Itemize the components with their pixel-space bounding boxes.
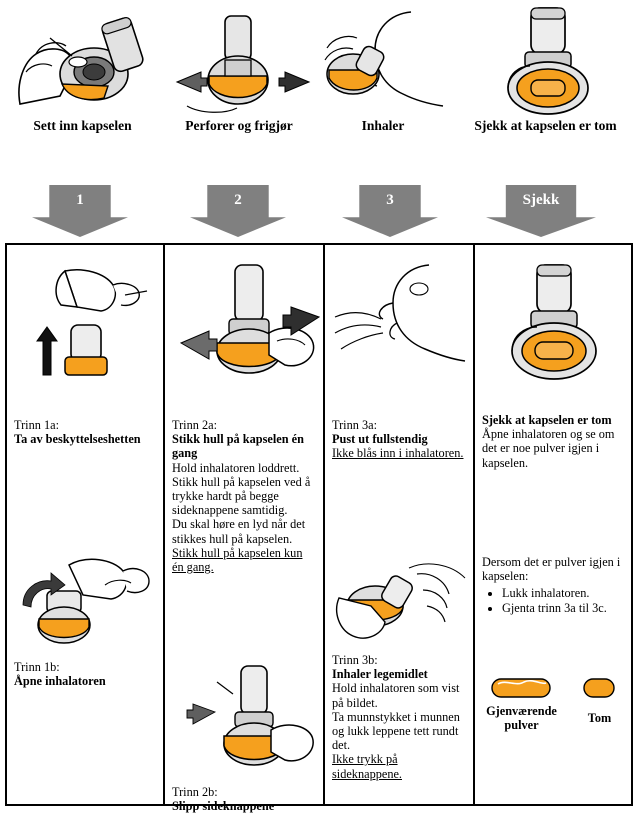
step-arrow-4-label: Sjekk xyxy=(522,192,560,208)
panel2-step-b-label: Trinn 2b: xyxy=(172,785,218,799)
inhale-medicine-illustration xyxy=(331,550,471,660)
panel4-main-text xyxy=(475,413,631,470)
panel1-step-b-title: Åpne inhalatoren xyxy=(14,674,106,689)
step-arrow-1-label: 1 xyxy=(76,192,84,208)
panel-step-2 xyxy=(165,243,325,813)
remove-cap-illustration xyxy=(21,265,151,395)
step-arrow-1 xyxy=(32,185,128,237)
panel3-step-b-title: Inhaler legemidlet xyxy=(332,667,428,682)
step-arrow-3 xyxy=(342,185,438,237)
insert-capsule-illustration xyxy=(12,12,162,112)
step-arrow-2 xyxy=(190,185,286,237)
panel4-title: Sjekk at kapselen er tom xyxy=(482,413,612,427)
panel3-step-b-body2: Ta munnstykket i munnen og lukk leppene tett rundt det. xyxy=(332,709,460,753)
top-step-1 xyxy=(0,0,165,133)
panel2-step-a-body3: Du skal høre en lyd når det stikkes hull på kapselen. xyxy=(172,517,306,546)
panel2-step-b-text xyxy=(165,785,323,813)
panel-check xyxy=(475,243,633,806)
panel2-step-a-body2: Stikk hull på kapselen ved å trykke hardt på begge sideknappene samtidig. xyxy=(172,474,311,518)
top-step-3 xyxy=(313,0,453,133)
panel1-step-a-text xyxy=(7,418,163,446)
panel2-step-a-label: Trinn 2a: xyxy=(172,418,217,432)
inhale-illustration xyxy=(319,8,454,116)
top-step-4 xyxy=(453,0,638,133)
top-step-2-caption: Perforer og frigjør xyxy=(185,118,293,133)
legend-label-empty: Tom xyxy=(587,711,612,725)
pierce-release-illustration xyxy=(173,10,313,115)
panel3-step-b-label: Trinn 3b: xyxy=(332,653,378,667)
panel3-step-b-text xyxy=(325,653,473,781)
legend-label-remaining: Gjenværende pulver xyxy=(486,704,557,732)
step-arrow-row xyxy=(0,185,638,240)
panel3-step-a-underline: Ikke blås inn i inhalatoren. xyxy=(332,446,464,461)
step-panels xyxy=(5,243,633,813)
panel-step-1 xyxy=(5,243,165,806)
capsule-legend-labels xyxy=(475,704,631,732)
check-empty-capsule-illustration xyxy=(501,259,611,399)
exhale-illustration xyxy=(333,259,469,389)
panel3-step-a-title: Pust ut fullstendig xyxy=(332,432,428,447)
step-arrow-4 xyxy=(486,185,596,237)
step-arrow-2-label: 2 xyxy=(234,192,242,208)
panel2-step-a-title: Stikk hull på kapselen én gang xyxy=(172,432,304,461)
panel1-step-a-title: Ta av beskyttelseshetten xyxy=(14,432,141,447)
panel3-step-b-body1: Hold inhalatoren som vist på bildet. xyxy=(332,681,460,710)
top-step-3-caption: Inhaler xyxy=(361,118,405,133)
panel1-step-a-label: Trinn 1a: xyxy=(14,418,59,432)
capsule-legend xyxy=(475,675,631,732)
top-step-1-caption: Sett inn kapselen xyxy=(33,118,132,133)
check-capsule-illustration xyxy=(495,4,605,116)
step-arrow-3-label: 3 xyxy=(386,192,394,208)
panel4-body1: Åpne inhalatoren og se om det er noe pulver igjen i kapselen. xyxy=(482,427,615,470)
panel3-step-b-underline: Ikke trykk på sideknappene. xyxy=(332,752,402,781)
empty-capsule-icon xyxy=(582,675,616,701)
top-illustration-row xyxy=(0,0,638,133)
panel2-step-a-underline: Stikk hull på kapselen kun én gang. xyxy=(172,545,303,575)
capsule-with-powder-icon xyxy=(490,675,552,701)
panel4-body2: Dersom det er pulver igjen i kapselen: xyxy=(482,555,621,584)
panel-step-3 xyxy=(325,243,475,806)
panel4-bullet-list xyxy=(482,586,624,616)
panel2-step-a-text xyxy=(165,418,323,574)
panel1-step-b-label: Trinn 1b: xyxy=(14,660,60,674)
panel4-bullet-1: • Lukk inhalatoren. xyxy=(502,586,624,601)
panel3-step-a-label: Trinn 3a: xyxy=(332,418,377,432)
panel1-step-b-text xyxy=(7,660,163,688)
panel2-step-a-body1: Hold inhalatoren loddrett. xyxy=(172,460,300,475)
open-inhaler-illustration xyxy=(17,545,157,655)
panel4-residual-text xyxy=(475,555,631,616)
pierce-capsule-illustration xyxy=(173,259,321,389)
capsule-legend-icons xyxy=(475,675,631,701)
release-buttons-illustration xyxy=(187,660,317,780)
top-step-2 xyxy=(165,0,313,133)
panel4-bullet-2: • Gjenta trinn 3a til 3c. xyxy=(502,601,624,616)
panel3-step-a-text xyxy=(325,418,473,461)
panel2-step-b-title: Slipp sideknappene xyxy=(172,799,275,813)
top-step-4-caption: Sjekk at kapselen er tom xyxy=(474,118,617,133)
